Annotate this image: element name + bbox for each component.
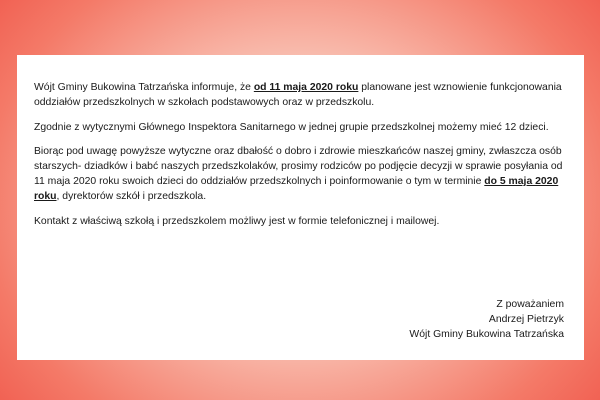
paragraph-parent-request	[34, 144, 564, 204]
notice-card	[17, 55, 584, 360]
reopening-date: od 11 maja 2020 roku	[253, 82, 359, 93]
signature-closing: Z poważaniem	[496, 299, 564, 310]
response-deadline: do 5 maja 2020 roku	[34, 176, 559, 202]
paragraph-contact-info: Kontakt z właściwą szkołą i przedszkolem możliwy jest w formie telefonicznej i mailowej.	[34, 215, 440, 227]
reopening-text-tail: planowane jest wznowienie funkcjonowania oddziałów przedszkolnych w szkołach podstawowych oraz w przedszkolu.	[34, 82, 562, 108]
paragraph-reopening-announcement	[34, 80, 564, 110]
reopening-text-lead: Wójt Gminy Bukowina Tatrzańska informuje, że	[34, 82, 254, 93]
parent-request-text-tail: , dyrektorów szkół i przedszkola.	[56, 191, 207, 202]
paragraph-group-size: Zgodnie z wytycznymi Głównego Inspektora Sanitarnego w jednej grupie przedszkolnej możemy mieć 12 dzieci.	[34, 121, 549, 133]
parent-request-text-lead: Biorąc pod uwagę powyższe wytyczne oraz dbałość o dobro i zdrowie mieszkańców naszej gminy, zwłaszcza osób starszych- dziadków i babć naszych przedszkolaków, prosimy rodziców po podjęcie decyzji w sprawie posyłania od 11 maja 2020 roku swoich dzieci do oddziałów przedszkolnych i poinformowanie o tym w terminie	[34, 146, 563, 187]
signature-block	[409, 297, 564, 342]
signature-title: Wójt Gminy Bukowina Tatrzańska	[409, 329, 564, 340]
signature-name: Andrzej Pietrzyk	[488, 314, 564, 325]
